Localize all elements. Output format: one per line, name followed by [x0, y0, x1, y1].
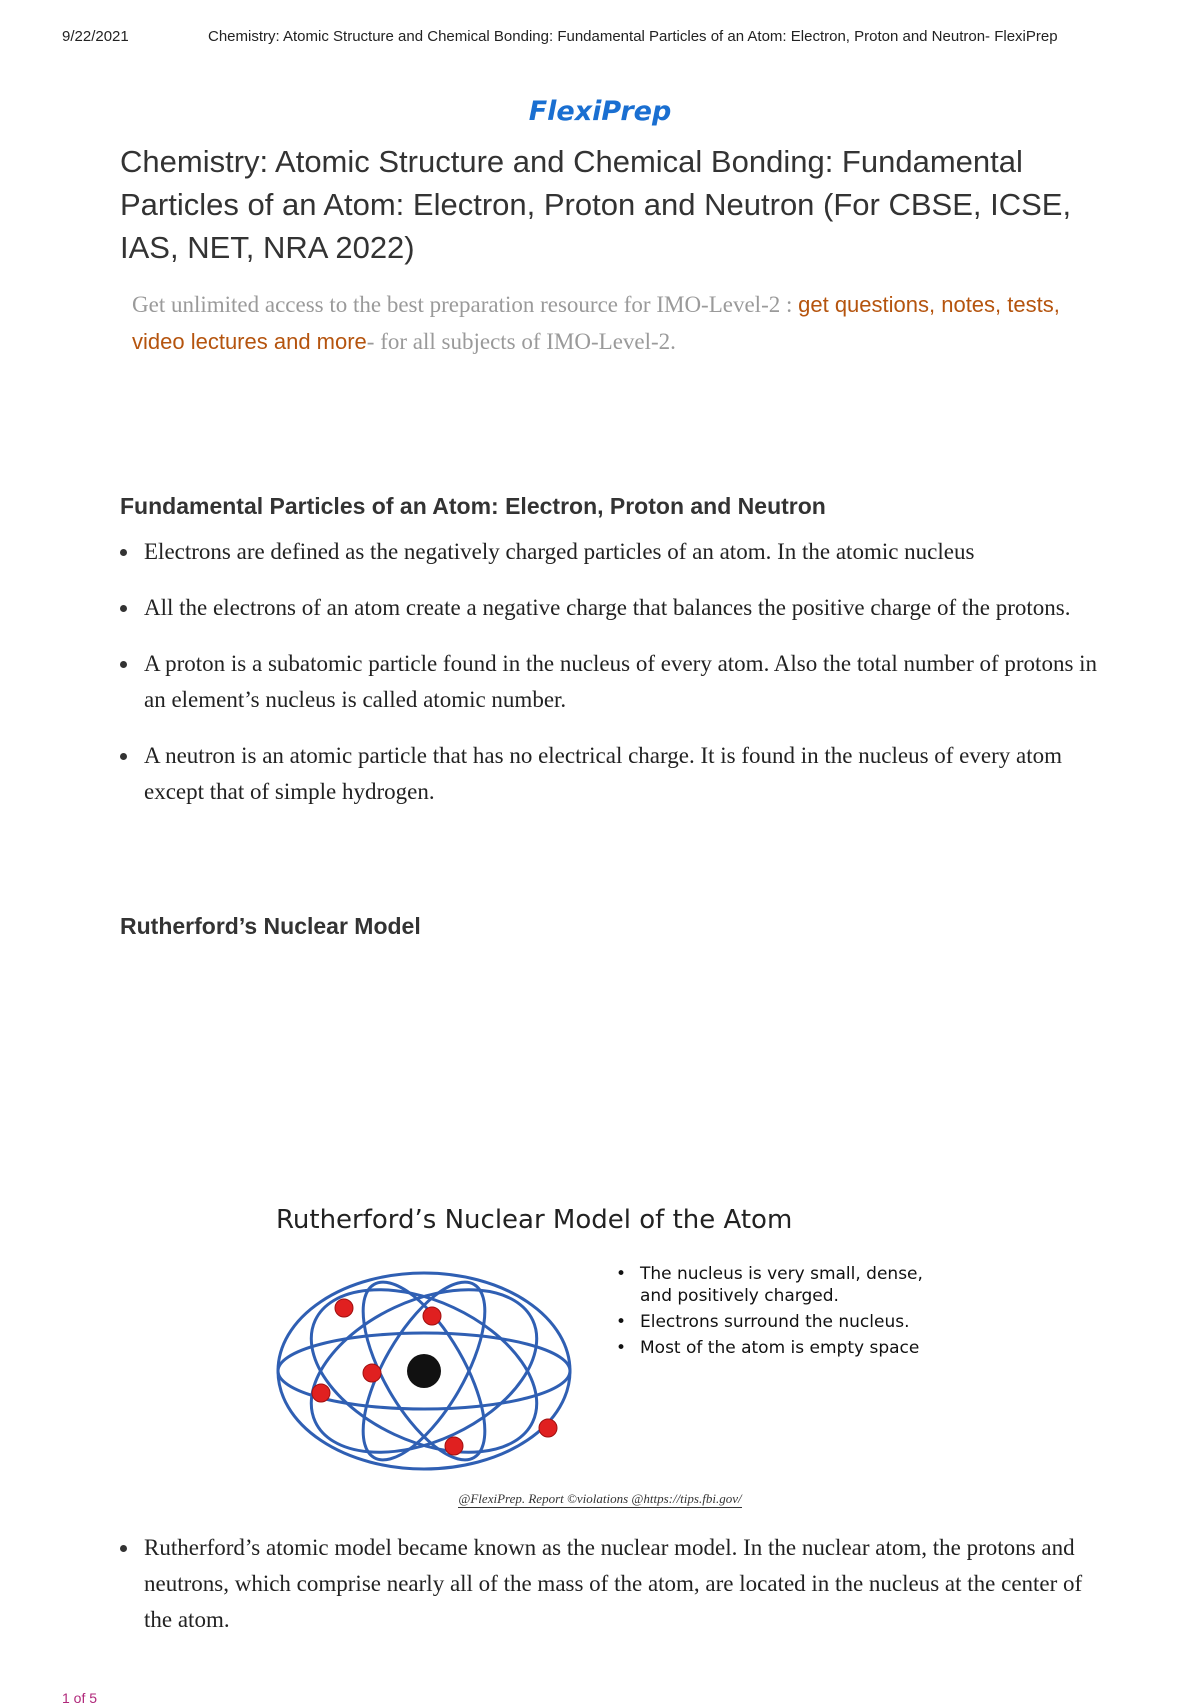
list-item — [120, 590, 1100, 626]
bullet-icon: • — [616, 1338, 627, 1358]
list-item — [120, 1530, 1100, 1638]
list-item — [120, 738, 1100, 810]
bullet-icon — [120, 1545, 127, 1552]
list-item — [120, 646, 1100, 718]
bullet-icon — [120, 549, 127, 556]
promo-suffix: - for all subjects of IMO-Level-2. — [366, 329, 676, 354]
rutherford-figure — [262, 1195, 952, 1495]
figure-title: Rutherford’s Nuclear Model of the Atom — [276, 1205, 793, 1235]
promo-text — [132, 286, 1092, 360]
list-item-text: Rutherford’s atomic model became known as the nuclear model. In the nuclear atom, the protons and neutrons, which comprise nearly all of the mass of the atom, are located in the nucleus at the center of the atom. — [144, 1535, 1083, 1632]
figure-point-text: Most of the atom is empty space — [640, 1338, 920, 1358]
bullet-icon — [120, 605, 127, 612]
figure-point — [614, 1337, 934, 1359]
figure-point-text: The nucleus is very small, dense, and positively charged. — [640, 1264, 923, 1306]
figure-point — [614, 1263, 934, 1307]
bullet-icon: • — [616, 1312, 627, 1332]
list-item-text: A neutron is an atomic particle that has no electrical charge. It is found in the nucleus of every atom except that of simple hydrogen. — [144, 743, 1062, 804]
list-item-text: Electrons are defined as the negatively charged particles of an atom. In the atomic nucleus — [144, 539, 975, 564]
bullet-icon — [120, 661, 127, 668]
electron — [335, 1299, 353, 1317]
section-heading-rutherford: Rutherford’s Nuclear Model — [120, 913, 421, 939]
electron — [312, 1384, 330, 1402]
nucleus — [407, 1354, 441, 1388]
print-header — [0, 28, 1200, 48]
electron — [363, 1364, 381, 1382]
promo-prefix: Get unlimited access to the best preparation resource for IMO-Level-2 : — [132, 292, 799, 317]
electron — [539, 1419, 557, 1437]
figure-point — [614, 1311, 934, 1333]
particles-list — [120, 534, 1100, 830]
rutherford-list — [120, 1530, 1100, 1638]
brand-logo[interactable]: FlexiPrep — [528, 96, 672, 127]
electron — [423, 1307, 441, 1325]
bullet-icon — [120, 753, 127, 760]
figure-caption — [0, 1491, 1200, 1507]
figure-points — [614, 1263, 934, 1363]
section-heading-particles: Fundamental Particles of an Atom: Electron, Proton and Neutron — [120, 493, 826, 519]
page-number: 1 of 5 — [62, 1690, 98, 1706]
page-title: Chemistry: Atomic Structure and Chemical Bonding: Fundamental Particles of an Atom: Electron, Proton and Neutron (For CBSE, ICSE, IAS, NET, NRA 2022) — [120, 144, 1072, 265]
caption-link[interactable]: @FlexiPrep. Report ©violations @https://tips.fbi.gov/ — [458, 1491, 742, 1506]
atom-diagram — [276, 1253, 596, 1493]
print-title: Chemistry: Atomic Structure and Chemical Bonding: Fundamental Particles of an Atom: Electron, Proton and Neutron- FlexiPrep — [208, 28, 1058, 45]
list-item-text: A proton is a subatomic particle found in the nucleus of every atom. Also the total number of protons in an element’s nucleus is called atomic number. — [144, 651, 1098, 712]
promo-link[interactable]: get questions, notes, tests, video lectures and more — [132, 292, 1060, 354]
list-item-text: All the electrons of an atom create a negative charge that balances the positive charge of the protons. — [144, 595, 1071, 620]
bullet-icon: • — [616, 1264, 627, 1284]
electron — [445, 1437, 463, 1455]
list-item — [120, 534, 1100, 570]
print-date: 9/22/2021 — [62, 28, 129, 45]
figure-point-text: Electrons surround the nucleus. — [640, 1312, 910, 1332]
